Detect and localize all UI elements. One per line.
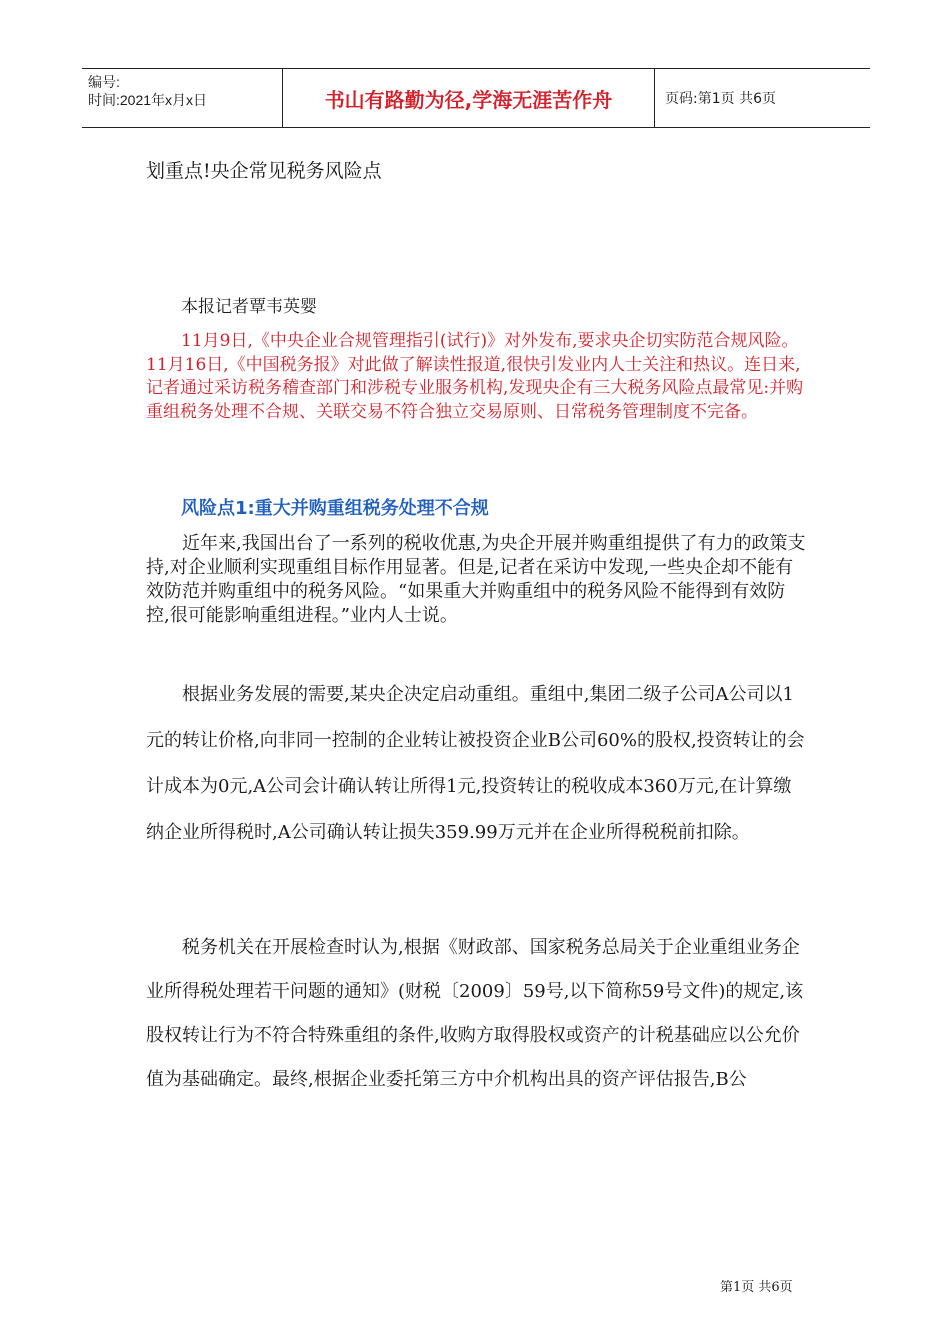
body-paragraph: 近年来,我国出台了一系列的税收优惠,为央企开展并购重组提供了有力的政策支持,对企业顺利实现重组目标作用显著。但是,记者在采访中发现,一些央企却不能有效防范并购重组中的税务风险。“如果重大并购重组中的税务风险不能得到有效防控,很可能影响重组进程。”业内人士说。 bbox=[146, 533, 806, 626]
article-author: 本报记者覃韦英婴 bbox=[181, 297, 317, 317]
header-motto: 书山有路勤为径,学海无涯苦作舟 bbox=[282, 69, 655, 127]
document-time: 时间:2021年x月x日 bbox=[88, 92, 208, 108]
header-meta bbox=[82, 69, 282, 127]
document-number: 编号: bbox=[88, 74, 120, 90]
page-header bbox=[82, 68, 870, 128]
section-heading-risk-1: 风险点1:重大并购重组税务处理不合规 bbox=[181, 498, 489, 519]
page-footer: 第1页 共6页 bbox=[720, 1280, 793, 1295]
body-paragraph: 税务机关在开展检查时认为,根据《财政部、国家税务总局关于企业重组业务企业所得税处理若干问题的通知》(财税〔2009〕59号,以下简称59号文件)的规定,该股权转让行为不符合特殊重组的条件,收购方取得股权或资产的计税基础应以公允价值为基础确定。最终,根据企业委托第三方中介机构出具的资产评估报告,B公 bbox=[146, 937, 804, 1090]
header-page-info: 页码:第1页 共6页 bbox=[665, 91, 776, 107]
body-paragraph: 根据业务发展的需要,某央企决定启动重组。重组中,集团二级子公司A公司以1元的转让价格,向非同一控制的企业转让被投资企业B公司60%的股权,投资转让的会计成本为0元,A公司会计确认转让所得1元,投资转让的税收成本360万元,在计算缴纳企业所得税时,A公司确认转让损失359.99万元并在企业所得税税前扣除。 bbox=[146, 684, 805, 843]
article-title: 划重点!央企常见税务风险点 bbox=[146, 160, 382, 182]
article-lead: 11月9日,《中央企业合规管理指引(试行)》对外发布,要求央企切实防范合规风险。11月16日,《中国税务报》对此做了解读性报道,很快引发业内人士关注和热议。连日来,记者通过采访税务稽查部门和涉税专业服务机构,发现央企有三大税务风险点最常见:并购重组税务处理不合规、关联交易不符合独立交易原则、日常税务管理制度不完备。 bbox=[146, 331, 804, 422]
